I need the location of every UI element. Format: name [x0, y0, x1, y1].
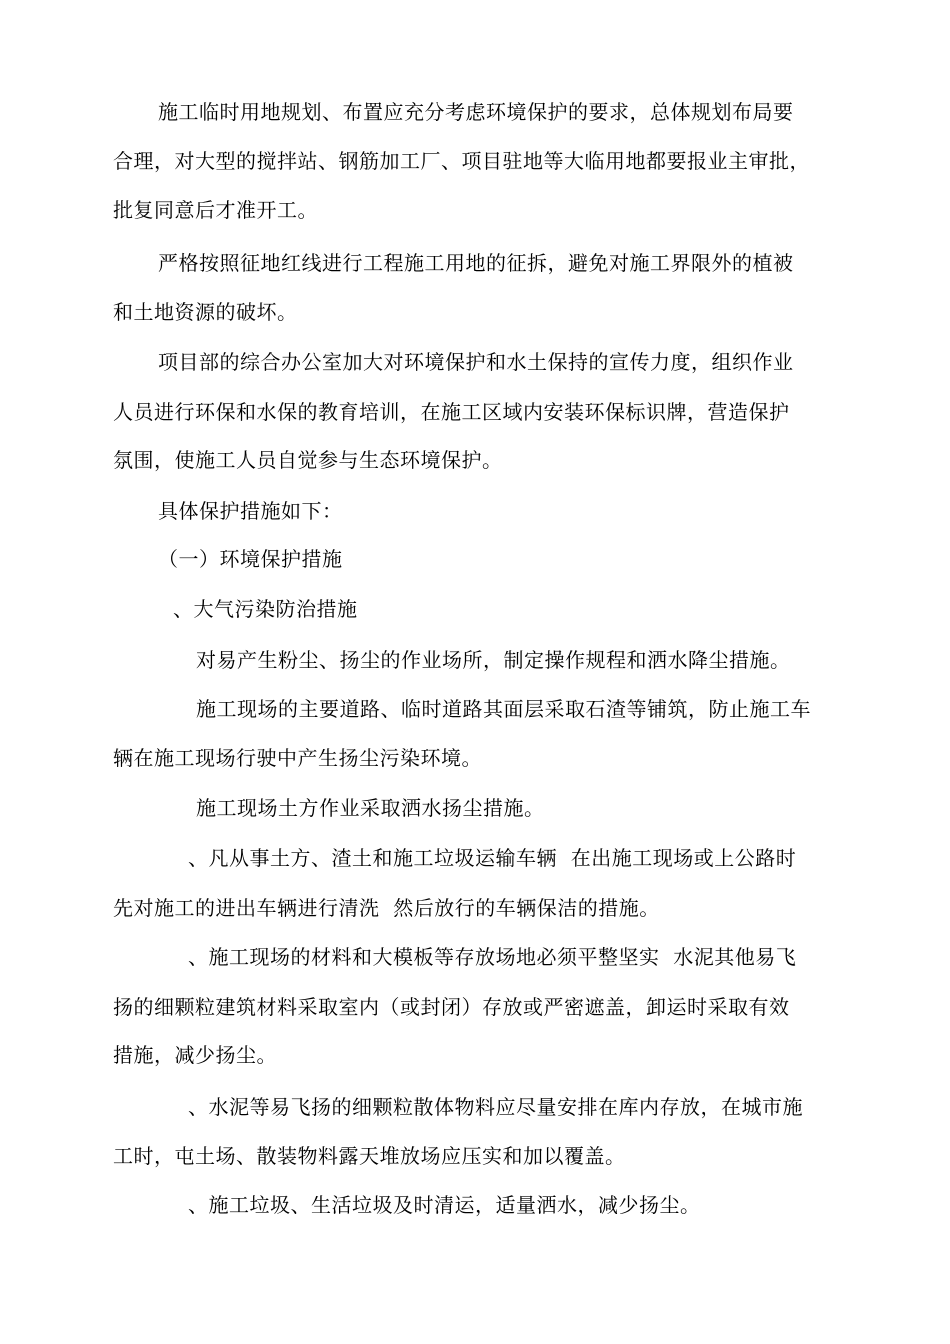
- text-line: 施工现场土方作业采取洒水扬尘措施。: [196, 796, 545, 820]
- text-line: 对易产生粉尘、扬尘的作业场所，制定操作规程和洒水降尘措施。: [196, 648, 791, 672]
- text-line: 合理，对大型的搅拌站、钢筋加工厂、项目驻地等大临用地都要报业主审批，: [113, 149, 810, 173]
- text-line: 、水泥等易飞扬的细颗粒散体物料应尽量安排在库内存放，在城市施: [188, 1095, 803, 1119]
- section-heading: （一）环境保护措施: [158, 547, 343, 571]
- text-line: 施工临时用地规划、布置应充分考虑环境保护的要求，总体规划布局要: [158, 100, 794, 124]
- text-line: 严格按照征地红线进行工程施工用地的征拆，避免对施工界限外的植被: [158, 251, 794, 275]
- text-line: 和土地资源的破坏。: [113, 300, 298, 324]
- text-line: 扬的细颗粒建筑材料采取室内（或封闭）存放或严密遮盖，卸运时采取有效: [113, 995, 790, 1019]
- text-line: 措施，减少扬尘。: [113, 1043, 277, 1067]
- text-line: 施工现场的主要道路、临时道路其面层采取石渣等铺筑，防止施工车: [196, 697, 811, 721]
- text-line: 具体保护措施如下：: [158, 499, 343, 523]
- text-line: 、施工现场的材料和大模板等存放场地必须平整坚实 水泥其他易飞: [188, 945, 797, 969]
- subsection-heading: 、大气污染防治措施: [173, 597, 358, 621]
- text-line: 、施工垃圾、生活垃圾及时清运，适量洒水，减少扬尘。: [188, 1193, 701, 1217]
- text-line: 、凡从事土方、渣土和施工垃圾运输车辆 在出施工现场或上公路时: [188, 846, 797, 870]
- text-line: 项目部的综合办公室加大对环境保护和水土保持的宣传力度，组织作业: [158, 350, 794, 374]
- text-line: 先对施工的进出车辆进行清洗 然后放行的车辆保洁的措施。: [113, 896, 660, 920]
- text-line: 氛围，使施工人员自觉参与生态环境保护。: [113, 448, 503, 472]
- text-line: 人员进行环保和水保的教育培训，在施工区域内安装环保标识牌，营造保护: [113, 400, 790, 424]
- text-line: 工时，屯土场、散装物料露天堆放场应压实和加以覆盖。: [113, 1144, 626, 1168]
- text-line: 辆在施工现场行驶中产生扬尘污染环境。: [113, 746, 482, 770]
- text-line: 批复同意后才准开工。: [113, 198, 318, 222]
